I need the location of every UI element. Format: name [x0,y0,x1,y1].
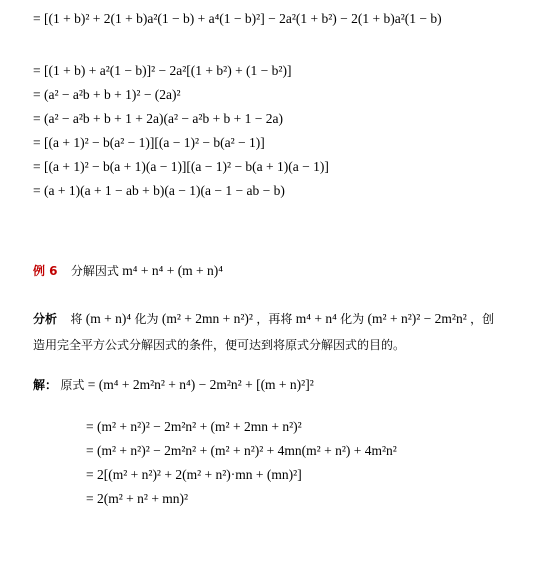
solution-line-1: = (m² + n²)² − 2m²n² + (m² + 2mn + n²)² [86,419,302,434]
analysis-math-3: m⁴ + n⁴ [295,311,337,326]
analysis-math-1: (m + n)⁴ [85,311,132,326]
expansion-line-3: = (a² − a²b + b + 1)² − (2a)² [33,87,181,102]
analysis-text-e: ，创 [470,312,495,326]
example-title-math: m⁴ + n⁴ + (m + n)⁴ [122,263,223,278]
solution-label: 解： [33,378,58,392]
expansion-line-4: = (a² − a²b + b + 1 + 2a)(a² − a²b + b + 1 − 2a) [33,111,284,126]
solution-line-0 [33,376,314,394]
expansion-line-1: = [(1 + b)² + 2(1 + b)a²(1 − b) + a⁴(1 − b)²] − 2a²(1 + b²) − 2(1 + b)a²(1 − b) [33,11,442,26]
expansion-line-7: = (a + 1)(a + 1 − ab + b)(a − 1)(a − 1 − ab − b) [33,183,285,198]
analysis-label: 分析 [33,312,58,326]
example-heading [33,262,223,280]
example-label: 例 6 [33,264,58,278]
solution-math-0: = (m⁴ + 2m²n² + n⁴) − 2m²n² + [(m + n)²]² [87,377,314,392]
solution-line-2: = (m² + n²)² − 2m²n² + (m² + n²)² + 4mn(m² + n²) + 4m²n² [86,443,397,458]
solution-original-label: 原式 [60,378,85,392]
analysis-math-4: (m² + n²)² − 2m²n² [367,311,467,326]
analysis-text-d: 化为 [340,312,365,326]
expansion-line-2: = [(1 + b) + a²(1 − b)]² − 2a²[(1 + b²) + (1 − b²)] [33,63,292,78]
solution-line-4: = 2(m² + n² + mn)² [86,491,189,506]
expansion-line-6: = [(a + 1)² − b(a + 1)(a − 1)][(a − 1)² − b(a + 1)(a − 1)] [33,159,329,174]
analysis-text-a: 将 [70,312,83,326]
analysis-math-2: (m² + 2mn + n²)² [161,311,253,326]
analysis-line-2: 造用完全平方公式分解因式的条件，便可达到将原式分解因式的目的。 [33,338,406,352]
solution-line-3: = 2[(m² + n²)² + 2(m² + n²)·mn + (mn)²] [86,467,302,482]
analysis-line-1 [33,310,494,328]
analysis-text-c: ，再将 [256,312,293,326]
example-title-text: 分解因式 [70,264,119,278]
analysis-text-b: 化为 [134,312,159,326]
expansion-line-5: = [(a + 1)² − b(a² − 1)][(a − 1)² − b(a² − 1)] [33,135,265,150]
